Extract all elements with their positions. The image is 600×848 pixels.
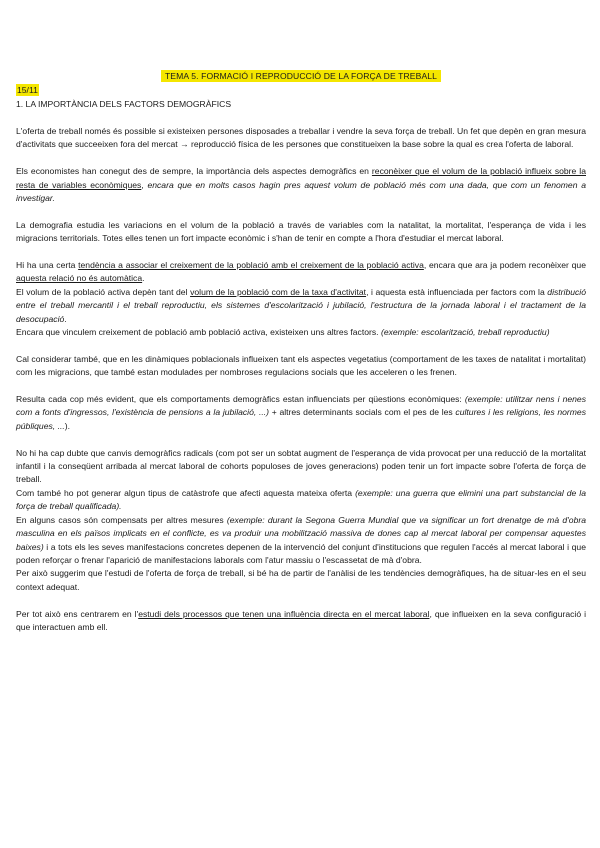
underlined-phrase: estudi dels processos que tenen una influència directa en el mercat laboral	[138, 608, 430, 619]
italic-phrase: (exemple: escolarització, treball reproductiu)	[380, 327, 550, 338]
paragraph-11: En alguns casos són compensats per altres mesures (exemple: durant la Segona Guerra Mundial que va significar un fort drenatge de mà d'obra masculina en els països implicats en el conflicte, es va produir una mobilització massiva de dones cap al mercat laboral per compensar aquestes baixes) i a tots els les seves manifestacions concretes depenen de la intervenció del conjunt d'institucions que regulen l'accés al mercat laboral i que poden reforçar o frenar l'aparició de manifestacions laborals com l'atur massiu o l'escassetat de mà d'obra.	[16, 514, 586, 565]
paragraph-4: Hi ha una certa tendència a associar el creixement de la població amb el creixement de la població activa, encara que ara ja podem reconèixer que aquesta relació no és automàtica.	[16, 260, 586, 284]
italic-phrase: encara que en molts casos hagin pres aquest volum de població més com una dada, que com un fenomen a investigar.	[16, 179, 586, 204]
italic-phrase: cultures i les religions, les normes públiques, ...	[16, 407, 586, 431]
date-label: 15/11	[17, 85, 38, 95]
paragraph-3: La demografia estudia les variacions en el volum de la població a través de variables com la natalitat, la mortalitat, l'esperança de vida i les migracions territorials. Totes elles tenen un fort impacte econòmic i s'han de tenir en compte a l'hora d'estudiar el mercat laboral.	[16, 219, 586, 244]
paragraph-10: Com també ho pot generar algun tipus de catàstrofe que afecti aquesta mateixa oferta (exemple: una guerra que elimini una part substancial de la força de treball qualificada).	[16, 487, 586, 512]
paragraph-9: No hi ha cap dubte que canvis demogràfics radicals (com pot ser un sobtat augment de l'esperança de vida provocat per una reducció de la mortalitat infantil i la conseqüent arribada al mercat laboral de cohorts populoses de joves generacions) poden tenir un fort impacte sobre l'oferta de força de treball.	[16, 447, 586, 485]
document-body	[16, 125, 586, 648]
italic-phrase: distribució entre el treball mercantil i el treball reproductiu, els sistemes d'escolarització i jubilació, l'estructura de la jornada laboral i el tractament de la desocupació	[16, 286, 586, 324]
paragraph-1: L'oferta de treball només és possible si existeixen persones disposades a treballar i vendre la seva força de treball. Un fet que depèn en gran mesura d'activitats que succeeixen fora del mercat → reproducció física de les persones que constitueixen la base sobre la qual es crea l'oferta de laboral.	[16, 126, 586, 150]
underlined-phrase: tendència a associar el creixement de la població amb el creixement de la població activa	[78, 260, 424, 271]
underlined-phrase: volum de la població com de la taxa d'activitat	[190, 286, 367, 297]
paragraph-6: Encara que vinculem creixement de població amb població activa, existeixen uns altres factors. (exemple: escolarització, treball reproductiu)	[16, 327, 550, 338]
underlined-phrase: aquesta relació no és automàtica	[16, 273, 143, 284]
paragraph-2: Els economistes han conegut des de sempre, la importància dels aspectes demogràfics en reconèixer que el volum de la població influeix sobre la resta de variables econòmiques, encara que en molts casos hagin pres aquest volum de població més com una dada, que com un fenomen a investigar.	[16, 166, 586, 204]
underlined-phrase: reconèixer que el volum de la població influeix sobre la resta de variables econòmiques	[16, 166, 586, 190]
paragraph-12: Per això suggerim que l'estudi de l'oferta de força de treball, si bé ha de partir de l'anàlisi de les tendències demogràfiques, ha de situar-les en el seu context adequat.	[16, 568, 586, 592]
italic-phrase: (exemple: durant la Segona Guerra Mundial que va significar un fort drenatge de mà d'obra masculina en els països implicats en el conflicte, es va produir una mobilització massiva de dones cap al mercat laboral per compensar aquestes baixes)	[16, 514, 586, 552]
document-title: TEMA 5. FORMACIÓ I REPRODUCCIÓ DE LA FORÇA DE TREBALL	[161, 70, 441, 82]
paragraph-7: Cal considerar també, que en les dinàmiques poblacionals influeixen tant els aspectes vegetatius (comportament de les taxes de natalitat i mortalitat) com les migracions, que també estan modulades per nombroses regulacions socials que les acceleren o les frenen.	[16, 353, 586, 378]
italic-phrase: (exemple: utilitzar nens i nenes com a fonts d'ingressos, l'existència de pensions a la jubilació, ...)	[16, 394, 586, 418]
title-row	[16, 70, 586, 83]
paragraph-13: Per tot això ens centrarem en l'estudi dels processos que tenen una influència directa en el mercat laboral, que influeixen en la seva configuració i que interactuen amb ell.	[16, 608, 586, 632]
italic-phrase: (exemple: una guerra que elimini una part substancial de la força de treball qualificada).	[16, 487, 586, 512]
paragraph-8: Resulta cada cop més evident, que els comportaments demogràfics estan influenciats per qüestions econòmiques: (exemple: utilitzar nens i nenes com a fonts d'ingressos, l'existència de pensions a la jubilació, ...) + altres determinants socials com el pes de les cultures i les religions, les normes públiques, ...).	[16, 394, 586, 431]
section-heading: 1. LA IMPORTÀNCIA DELS FACTORS DEMOGRÀFICS	[16, 99, 232, 109]
paragraph-5: El volum de la població activa depèn tant del volum de la població com de la taxa d'activitat, i aquesta està influenciada per factors com la distribució entre el treball mercantil i el treball reproductiu, els sistemes d'escolarització i jubilació, l'estructura de la jornada laboral i el tractament de la desocupació.	[16, 286, 586, 324]
